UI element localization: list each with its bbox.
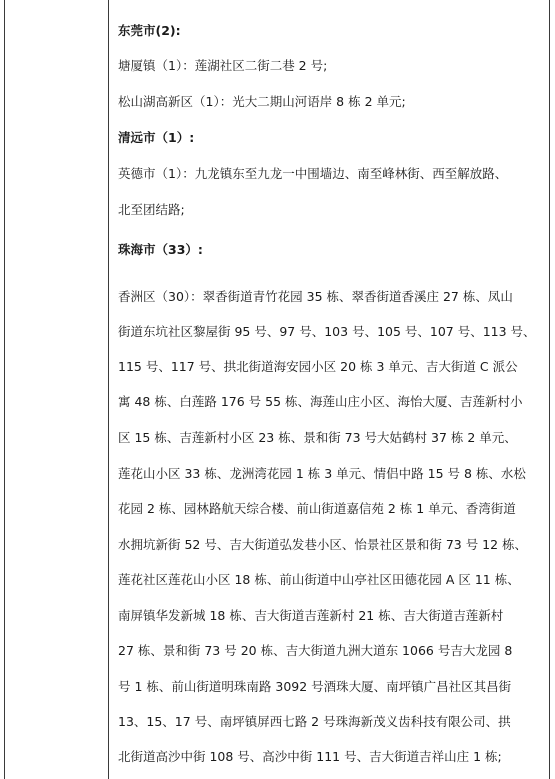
text-line: 松山湖高新区（1）：光大二期山河语岸 8 栋 2 单元; bbox=[118, 94, 406, 109]
text-line: 香洲区（30）：翠香街道青竹花园 35 栋、翠香街道香溪庄 27 栋、凤山 bbox=[118, 289, 513, 304]
text-line: 115 号、117 号、拱北街道海安园小区 20 栋 3 单元、吉大街道 C 派公 bbox=[118, 359, 518, 374]
text-line: 莲花山小区 33 栋、龙洲湾花园 1 栋 3 单元、情侣中路 15 号 8 栋、水松 bbox=[118, 466, 526, 481]
text-line: 号 1 栋、前山街道明珠南路 3092 号酒珠大厦、南坪镇广昌社区其昌街 bbox=[118, 679, 512, 694]
text-line: 寓 48 栋、白莲路 176 号 55 栋、海莲山庄小区、海怡大厦、吉莲新村小 bbox=[118, 394, 523, 409]
text-line: 北至团结路; bbox=[118, 202, 185, 217]
text-line: 街道东坑社区黎屋街 95 号、97 号、103 号、105 号、107 号、113 号、 bbox=[118, 324, 536, 339]
text-line: 区 15 栋、吉莲新村小区 23 栋、景和街 73 号大姑鹤村 37 栋 2 单元、 bbox=[118, 430, 517, 445]
section-heading-dongguan: 东莞市(2): bbox=[118, 23, 181, 38]
text-line: 英德市（1）：九龙镇东至九龙一中围墙边、南至峰林街、西至解放路、 bbox=[118, 166, 508, 181]
table-frame bbox=[4, 0, 550, 779]
text-line: 南屏镇华发新城 18 栋、吉大街道吉莲新村 21 栋、吉大街道吉莲新村 bbox=[118, 608, 504, 623]
text-line: 北街道高沙中街 108 号、高沙中街 111 号、吉大街道吉祥山庄 1 栋; bbox=[118, 749, 502, 764]
table-right-border bbox=[549, 0, 550, 779]
text-line: 13、15、17 号、南坪镇屏西七路 2 号珠海新茂义齿科技有限公司、拱 bbox=[118, 714, 511, 729]
section-heading-qingyuan: 清远市（1）: bbox=[118, 130, 195, 145]
text-line: 塘厦镇（1）：莲湖社区二街二巷 2 号; bbox=[118, 58, 328, 73]
table-column-divider bbox=[108, 0, 109, 779]
text-line: 花园 2 栋、园林路航天综合楼、前山街道嘉信苑 2 栋 1 单元、香湾街道 bbox=[118, 501, 516, 516]
text-line: 莲花社区莲花山小区 18 栋、前山街道中山亭社区田德花园 A 区 11 栋、 bbox=[118, 572, 520, 587]
table-left-border bbox=[4, 0, 5, 779]
text-line: 水拥坑新街 52 号、吉大街道弘发巷小区、怡景社区景和街 73 号 12 栋、 bbox=[118, 537, 528, 552]
section-heading-zhuhai: 珠海市（33）: bbox=[118, 242, 203, 257]
text-line: 27 栋、景和街 73 号 20 栋、吉大街道九洲大道东 1066 号吉大龙园 8 bbox=[118, 643, 513, 658]
